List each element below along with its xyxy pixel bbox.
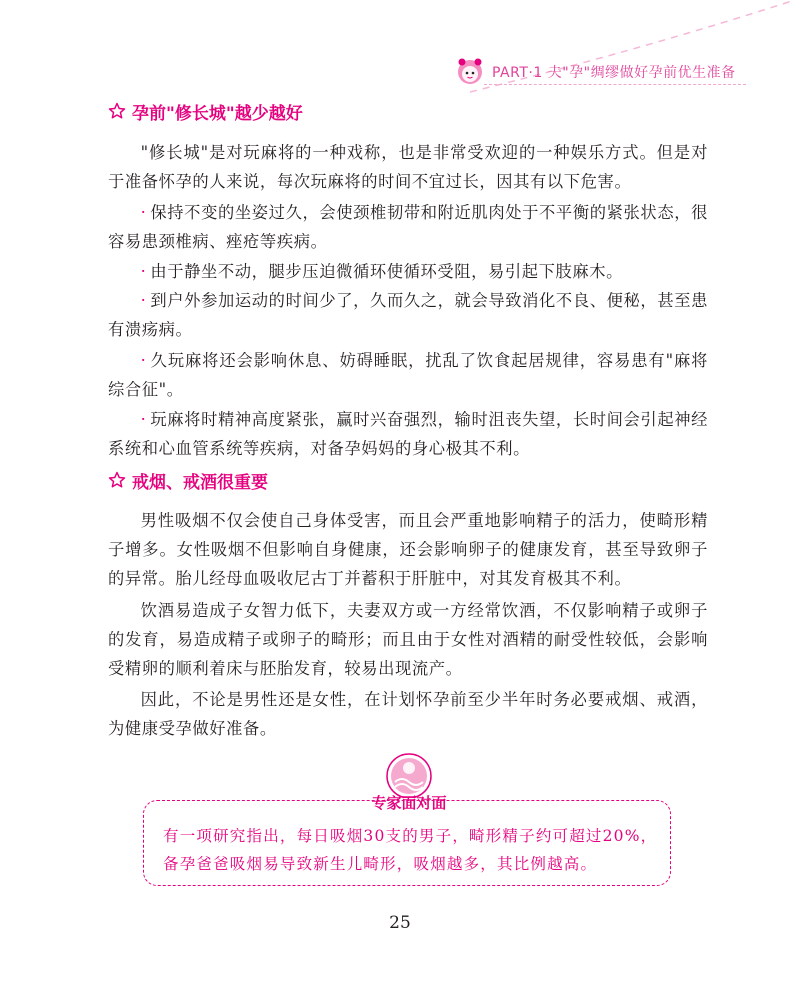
bullet-text: 到户外参加运动的时间少了，久而久之，就会导致消化不良、便秘，甚至患有溃疡病。 bbox=[108, 291, 708, 339]
bullet-item bbox=[108, 257, 708, 286]
expert-badge-label: 专家面对面 bbox=[371, 794, 447, 812]
bullet-item bbox=[108, 405, 708, 463]
bullet-item bbox=[108, 346, 708, 404]
header-title: PART·1 夫"孕"绸缪做好孕前优生准备 bbox=[492, 65, 736, 81]
mascot-icon bbox=[452, 54, 488, 90]
bullet-item bbox=[108, 286, 708, 344]
expert-badge bbox=[357, 752, 461, 822]
paragraph: "修长城"是对玩麻将的一种戏称，也是非常受欢迎的一种娱乐方式。但是对于准备怀孕的人来说，每次玩麻将的时间不宜过长，因其有以下危害。 bbox=[108, 143, 708, 191]
bullet-text: 由于静坐不动，腿步压迫微循环使循环受阻，易引起下肢麻木。 bbox=[150, 262, 624, 281]
bullet-dot: · bbox=[140, 410, 147, 429]
paragraph: 男性吸烟不仅会使自己身体受害，而且会严重地影响精子的活力，使畸形精子增多。女性吸烟不但影响自身健康，还会影响卵子的健康发育，甚至导致卵子的异常。胎儿经母血吸收尼古丁并蓄积于肝脏中，对其发育极其不利。 bbox=[108, 511, 708, 588]
star-icon bbox=[108, 102, 126, 120]
paragraph: 饮酒易造成子女智力低下，夫妻双方或一方经常饮酒，不仅影响精子或卵子的发育，易造成精子或卵子的畸形；而且由于女性对酒精的耐受性较低，会影响受精卵的顺利着床与胚胎发育，较易出现流产。 bbox=[108, 601, 708, 678]
bullet-text: 玩麻将时精神高度紧张，赢时兴奋强烈，输时沮丧失望，长时间会引起神经系统和心血管系统等疾病，对备孕妈妈的身心极其不利。 bbox=[108, 410, 708, 458]
bullet-text: 久玩麻将还会影响休息、妨碍睡眠，扰乱了饮食起居规律，容易患有"麻将综合征"。 bbox=[108, 351, 708, 399]
header-divider bbox=[484, 84, 746, 85]
section-title-text: 戒烟、戒酒很重要 bbox=[132, 472, 268, 493]
expert-tip-text: 有一项研究指出，每日吸烟30支的男子，畸形精子约可超过20%，备孕爸爸吸烟易导致新生儿畸形，吸烟越多，其比例越高。 bbox=[163, 827, 658, 873]
bullet-text: 保持不变的坐姿过久，会使颈椎韧带和附近肌肉处于不平衡的紧张状态，很容易患颈椎病、痤疮等疾病。 bbox=[108, 203, 708, 251]
bullet-dot: · bbox=[140, 351, 147, 370]
bullet-dot: · bbox=[140, 291, 147, 310]
section-title-text: 孕前"修长城"越少越好 bbox=[132, 103, 303, 124]
section-title bbox=[108, 98, 303, 124]
bullet-dot: · bbox=[140, 203, 147, 222]
star-icon bbox=[108, 471, 126, 489]
running-header bbox=[452, 54, 752, 94]
section-title bbox=[108, 467, 268, 493]
bullet-item bbox=[108, 198, 708, 256]
bullet-dot: · bbox=[140, 262, 147, 281]
page-number: 25 bbox=[389, 913, 411, 933]
paragraph: 因此，不论是男性还是女性，在计划怀孕前至少半年时务必要戒烟、戒酒，为健康受孕做好准备。 bbox=[108, 690, 708, 738]
